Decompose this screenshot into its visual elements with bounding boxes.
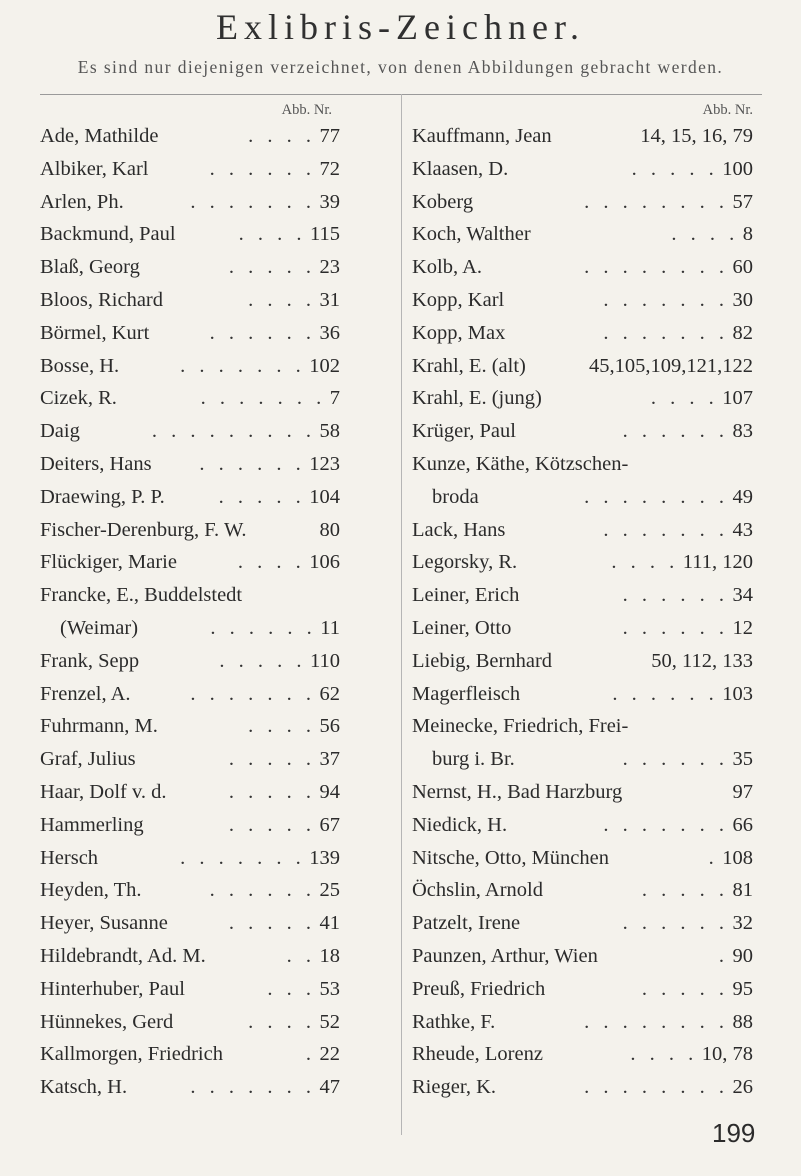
list-item (412, 448, 753, 481)
entry-name: Koch, Walther (412, 223, 531, 246)
entry-name: Liebig, Bernhard (412, 649, 553, 672)
leader-dots: . . . . (671, 223, 739, 246)
entry-name: Kopp, Karl (412, 288, 505, 311)
leader-dots: . . . . (248, 288, 316, 311)
list-item (412, 186, 753, 219)
leader-dots (526, 350, 585, 383)
list-item (412, 1006, 753, 1039)
entry-figure-number: 43 (732, 518, 753, 541)
entry-figure-number: 18 (319, 944, 340, 967)
entry-figure-number: 11 (320, 616, 340, 639)
list-item (412, 350, 753, 383)
list-item (40, 612, 340, 645)
leader-dots: . . . . . . . (190, 1076, 316, 1099)
list-item (40, 907, 340, 940)
entry-name: Nernst, H., Bad Harzburg (412, 780, 623, 803)
entry-name: Patzelt, Irene (412, 912, 521, 935)
entry-figure-number (336, 579, 340, 612)
entry-figure-number: 49 (732, 485, 753, 508)
entry-figure-number: 58 (319, 420, 340, 443)
entry-figure-number: 103 (722, 682, 753, 705)
entry-name: Ade, Mathilde (40, 125, 159, 147)
leader-dots: . . . . . . . . (584, 190, 729, 213)
left-column (40, 102, 340, 1104)
leader-dots: . . . . . (228, 748, 316, 771)
list-item (40, 973, 340, 1006)
left-column-heading: Abb. Nr. (281, 102, 332, 118)
leader-dots: . (708, 846, 719, 869)
entry-figure-number: 31 (319, 288, 340, 311)
entry-name: Koberg (412, 190, 474, 213)
leader-dots (247, 514, 316, 547)
leader-dots: . . . . . . . (603, 288, 729, 311)
list-item (40, 251, 340, 284)
leader-dots: . . (286, 944, 316, 967)
entry-figure-number: 23 (319, 256, 340, 279)
page-subtitle: Es sind nur diejenigen verzeichnet, von denen Abbildungen gebracht werden. (77, 57, 724, 77)
list-item (412, 382, 753, 415)
entry-name: Legorsky, R. (412, 551, 518, 574)
leader-dots (552, 645, 647, 678)
entry-name: Hünnekes, Gerd (40, 1010, 174, 1033)
entry-figure-number: 104 (309, 485, 340, 508)
leader-dots: . . . . . . . . (584, 256, 729, 279)
list-item (40, 350, 340, 383)
list-item (412, 481, 753, 514)
list-item (412, 218, 753, 251)
leader-dots: . . . . . (228, 256, 316, 279)
right-column-heading: Abb. Nr. (702, 102, 753, 118)
list-item (412, 645, 753, 678)
entry-name: Klaasen, D. (412, 157, 509, 180)
entry-name: Leiner, Erich (412, 584, 520, 607)
list-item (412, 809, 753, 842)
entry-figure-number: 12 (732, 616, 753, 639)
leader-dots: . . . . . . (209, 321, 316, 344)
entry-figure-number: 36 (319, 321, 340, 344)
leader-dots: . . . . . . (612, 682, 719, 705)
leader-dots: . . . (267, 977, 316, 1000)
list-item (40, 678, 340, 711)
list-item (40, 874, 340, 907)
entry-name: Bosse, H. (40, 354, 120, 377)
entry-figure-number: 8 (742, 223, 753, 246)
leader-dots: . . . . . . . (603, 813, 729, 836)
leader-dots: . . . . . . . . (584, 485, 729, 508)
entry-figure-number: 60 (732, 256, 753, 279)
leader-dots: . (718, 944, 729, 967)
leader-dots: . . . . . (219, 649, 306, 672)
list-item (40, 382, 340, 415)
list-item (412, 907, 753, 940)
entry-name: Heyden, Th. (40, 879, 142, 902)
leader-dots: . . . . . . (210, 616, 317, 639)
entry-figure-number: 106 (309, 551, 340, 574)
leader-dots: . . . . (237, 551, 306, 574)
leader-dots: . . . . (650, 387, 719, 410)
list-item (40, 317, 340, 350)
leader-dots: . . . . . . . . (584, 1010, 729, 1033)
entry-name: Hinterhuber, Paul (40, 977, 185, 1000)
list-item (412, 514, 753, 547)
entry-name: Paunzen, Arthur, Wien (412, 944, 598, 967)
list-item (40, 546, 340, 579)
entry-name: Flückiger, Marie (40, 551, 177, 574)
entry-name: Heyer, Susanne (40, 912, 168, 935)
entry-name: Krahl, E. (alt) (412, 354, 526, 377)
entry-name: Cizek, R. (40, 387, 117, 410)
entry-figure-number: 110 (310, 649, 340, 672)
leader-dots: . . . . . (228, 912, 316, 935)
list-item (40, 514, 340, 547)
leader-dots: . . . . . (641, 879, 729, 902)
entry-name: Blaß, Georg (40, 256, 140, 279)
entry-figure-number: 100 (722, 157, 753, 180)
leader-dots: . . . . . . . (180, 846, 306, 869)
leader-dots: . . . . (611, 551, 679, 574)
entry-name: Kopp, Max (412, 321, 506, 344)
entry-figure-number: 56 (319, 715, 340, 738)
entry-figure-number: 81 (732, 879, 753, 902)
leader-dots: . . . . . . (622, 616, 729, 639)
list-item (412, 284, 753, 317)
entry-figure-number (749, 448, 753, 481)
leader-dots: . . . . . . . (190, 190, 316, 213)
leader-dots: . . . . . . (622, 912, 729, 935)
leader-dots (622, 776, 728, 809)
leader-dots: . . . . . (641, 977, 729, 1000)
entry-name: Fuhrmann, M. (40, 715, 158, 738)
entry-name: Fischer-Derenburg, F. W. (40, 518, 247, 541)
entry-figure-number: 34 (732, 584, 753, 607)
list-item (412, 612, 753, 645)
entry-figure-number: 26 (732, 1076, 753, 1099)
entry-figure-number: 37 (319, 748, 340, 771)
entry-name: Meinecke, Friedrich, Frei- (412, 715, 629, 738)
entry-name: Niedick, H. (412, 813, 508, 836)
entry-figure-number: 14, 15, 16, 79 (640, 125, 753, 147)
leader-dots: . . . . . (631, 157, 719, 180)
list-item (412, 874, 753, 907)
leader-dots: . . . . . . (622, 584, 729, 607)
entry-figure-number: 80 (319, 518, 340, 541)
list-item (40, 186, 340, 219)
list-item (412, 579, 753, 612)
entry-name: Kunze, Käthe, Kötzschen- (412, 452, 629, 475)
leader-dots (242, 579, 336, 612)
entry-figure-number: 95 (732, 977, 753, 1000)
entry-name: Nitsche, Otto, München (412, 846, 609, 869)
list-item (412, 776, 753, 809)
list-item (412, 743, 753, 776)
list-item (412, 1038, 753, 1071)
page-title: Exlibris-Zeichner. (216, 7, 585, 47)
entry-figure-number: 10, 78 (701, 1043, 753, 1066)
leader-dots: . . . . (630, 1043, 698, 1066)
entry-figure-number: 45,105,109,121,122 (589, 354, 753, 377)
leader-dots: . . . . . . . (180, 354, 306, 377)
leader-dots: . . . . . . (209, 157, 316, 180)
entry-name: Magerfleisch (412, 682, 521, 705)
leader-dots: . . . . (248, 125, 316, 147)
entry-figure-number: 67 (319, 813, 340, 836)
list-item (40, 481, 340, 514)
list-item (412, 317, 753, 350)
entry-figure-number: 107 (722, 387, 753, 410)
entry-name: (Weimar) (60, 616, 139, 639)
entry-name: Deiters, Hans (40, 452, 152, 475)
entry-name: Rheude, Lorenz (412, 1043, 543, 1066)
entry-figure-number: 102 (309, 354, 340, 377)
entry-name: Draewing, P. P. (40, 485, 165, 508)
entry-figure-number: 30 (732, 288, 753, 311)
entry-figure-number: 90 (732, 944, 753, 967)
entry-name: Katsch, H. (40, 1076, 128, 1099)
list-item (40, 842, 340, 875)
leader-dots: . . . . . . . (603, 321, 729, 344)
entry-figure-number: 47 (319, 1076, 340, 1099)
leader-dots: . . . . . (228, 780, 316, 803)
entry-name: Rathke, F. (412, 1010, 496, 1033)
entry-figure-number: 57 (732, 190, 753, 213)
entry-figure-number: 39 (319, 190, 340, 213)
entry-name: Kauffmann, Jean (412, 125, 552, 147)
entry-figure-number: 115 (310, 223, 340, 246)
entry-figure-number: 72 (319, 157, 340, 180)
leader-dots (552, 120, 637, 153)
left-entry-list (40, 120, 340, 1104)
entry-figure-number: 94 (319, 780, 340, 803)
list-item (40, 120, 340, 153)
entry-name: Haar, Dolf v. d. (40, 780, 167, 803)
entry-name: burg i. Br. (432, 748, 515, 771)
entry-figure-number: 139 (309, 846, 340, 869)
list-item (40, 448, 340, 481)
list-item (412, 546, 753, 579)
entry-name: Francke, E., Buddelstedt (40, 584, 243, 607)
entry-name: Kallmorgen, Friedrich (40, 1043, 223, 1066)
entry-figure-number: 52 (319, 1010, 340, 1033)
entry-name: Hammerling (40, 813, 144, 836)
entry-name: Preuß, Friedrich (412, 977, 546, 1000)
list-item (40, 645, 340, 678)
list-item (412, 973, 753, 1006)
list-item (412, 678, 753, 711)
list-item (40, 415, 340, 448)
list-item (412, 251, 753, 284)
right-column (412, 102, 753, 1104)
list-item (40, 743, 340, 776)
list-item (40, 579, 340, 612)
entry-figure-number: 123 (309, 452, 340, 475)
entry-name: Frank, Sepp (40, 649, 140, 672)
list-item (412, 415, 753, 448)
list-item (40, 710, 340, 743)
entry-name: Daig (40, 420, 80, 443)
entry-name: Krüger, Paul (412, 420, 516, 443)
list-item (40, 218, 340, 251)
entry-figure-number: 7 (329, 387, 340, 410)
right-entry-list (412, 120, 753, 1104)
entry-figure-number: 62 (319, 682, 340, 705)
entry-name: Arlen, Ph. (40, 190, 124, 213)
entry-name: Lack, Hans (412, 518, 506, 541)
entry-figure-number: 111, 120 (682, 551, 753, 574)
entry-name: Bloos, Richard (40, 288, 163, 311)
list-item (412, 1071, 753, 1104)
leader-dots: . . . . . . (622, 748, 729, 771)
list-item (40, 1071, 340, 1104)
list-item (40, 1006, 340, 1039)
entry-figure-number: 35 (732, 748, 753, 771)
entry-name: Krahl, E. (jung) (412, 387, 542, 410)
entry-name: Albiker, Karl (40, 157, 149, 180)
entry-name: Hersch (40, 846, 99, 869)
leader-dots: . . . . . (218, 485, 306, 508)
entry-figure-number: 88 (732, 1010, 753, 1033)
list-item (40, 776, 340, 809)
entry-figure-number (749, 710, 753, 743)
leader-dots: . . . . . . (622, 420, 729, 443)
entry-name: Backmund, Paul (40, 223, 176, 246)
entry-figure-number: 77 (319, 125, 340, 147)
leader-dots: . . . . . . . (603, 518, 729, 541)
entry-name: Leiner, Otto (412, 616, 512, 639)
entry-figure-number: 25 (319, 879, 340, 902)
entry-figure-number: 66 (732, 813, 753, 836)
leader-dots: . . . . . . . . . (151, 420, 316, 443)
leader-dots: . (305, 1043, 316, 1066)
leader-dots: . . . . . . . . (584, 1076, 729, 1099)
list-item (412, 153, 753, 186)
leader-dots: . . . . . . . (190, 682, 316, 705)
list-item (412, 940, 753, 973)
entry-figure-number: 22 (319, 1043, 340, 1066)
list-item (412, 710, 753, 743)
leader-dots: . . . . (238, 223, 306, 246)
leader-dots: . . . . (248, 715, 316, 738)
leader-dots (628, 448, 749, 481)
leader-dots: . . . . (248, 1010, 316, 1033)
entry-name: Öchslin, Arnold (412, 879, 543, 902)
column-divider (401, 94, 402, 1135)
entry-figure-number: 53 (319, 977, 340, 1000)
entry-figure-number: 83 (732, 420, 753, 443)
entry-name: Kolb, A. (412, 256, 483, 279)
leader-dots: . . . . . . (199, 452, 306, 475)
entry-figure-number: 32 (732, 912, 753, 935)
list-item (40, 1038, 340, 1071)
entry-name: Frenzel, A. (40, 682, 131, 705)
list-item (40, 809, 340, 842)
list-item (412, 842, 753, 875)
leader-dots: . . . . . . (209, 879, 316, 902)
entry-name: broda (432, 485, 479, 508)
entry-name: Börmel, Kurt (40, 321, 150, 344)
entry-figure-number: 97 (732, 780, 753, 803)
entry-figure-number: 108 (722, 846, 753, 869)
list-item (40, 284, 340, 317)
entry-name: Hildebrandt, Ad. M. (40, 944, 206, 967)
list-item (40, 153, 340, 186)
list-item (40, 940, 340, 973)
entry-figure-number: 82 (732, 321, 753, 344)
leader-dots: . . . . . . . (200, 387, 326, 410)
entry-figure-number: 41 (319, 912, 340, 935)
list-item (412, 120, 753, 153)
page-number: 199 (712, 1118, 756, 1148)
leader-dots: . . . . . (228, 813, 316, 836)
entry-name: Graf, Julius (40, 748, 136, 771)
entry-name: Rieger, K. (412, 1076, 497, 1099)
leader-dots (628, 710, 749, 743)
entry-figure-number: 50, 112, 133 (651, 649, 753, 672)
